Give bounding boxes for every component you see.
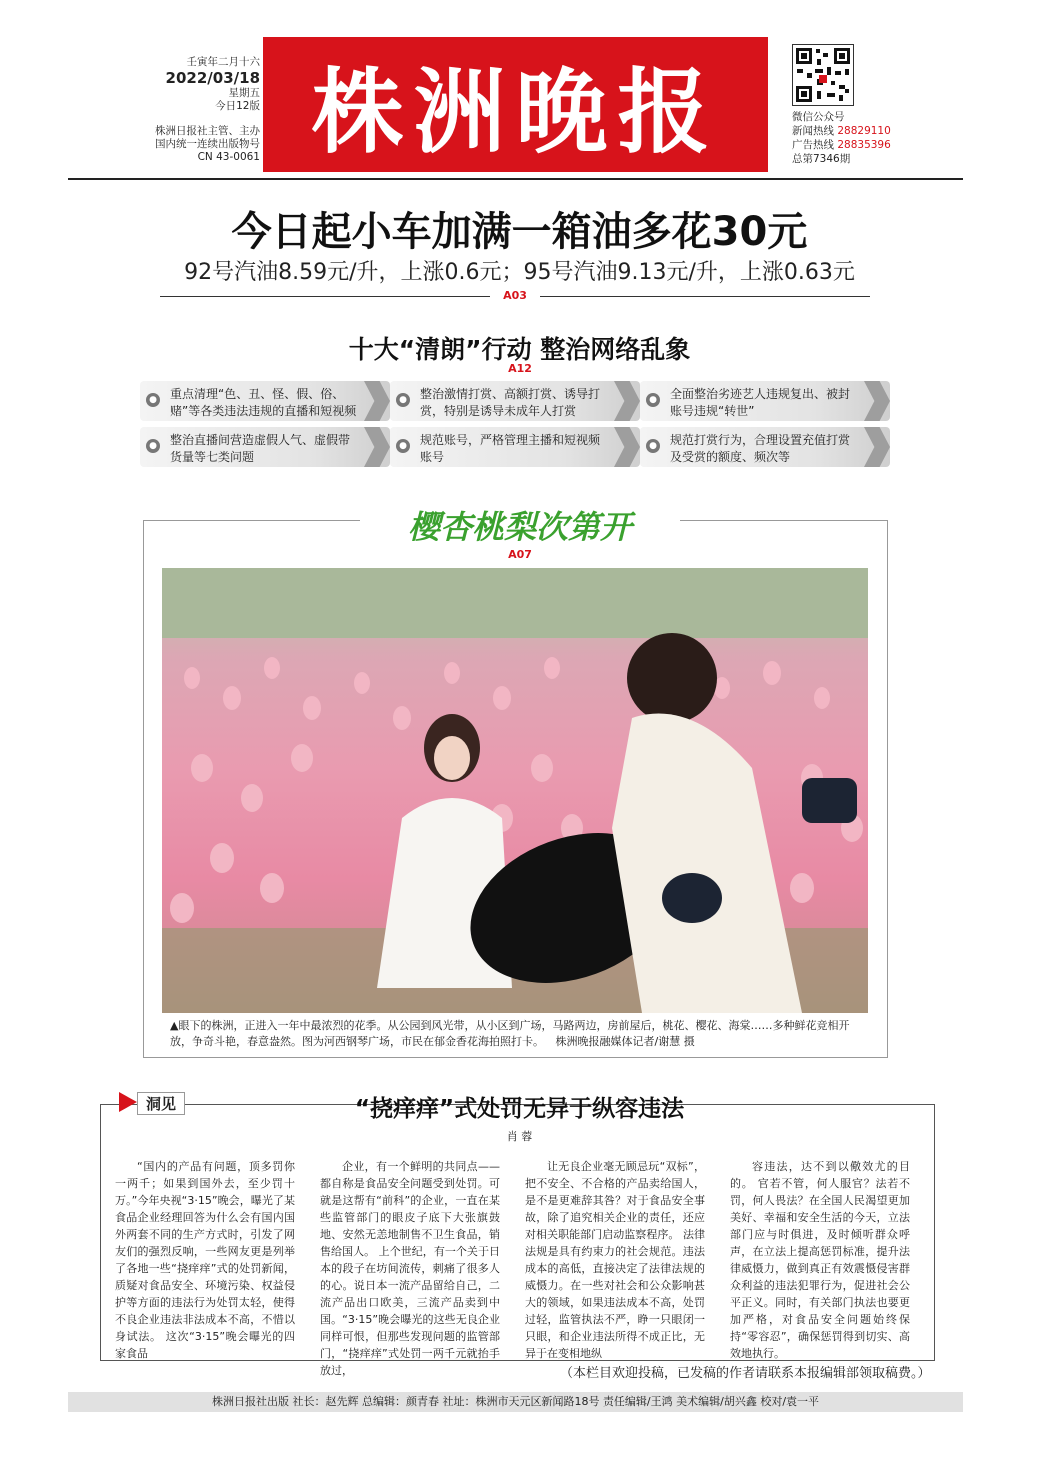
qinglang-item-text: 规范账号，严格管理主播和短视频账号 [420, 433, 601, 464]
lunar-date: 壬寅年二月十六 [186, 56, 260, 68]
editorial-author: 肖 蓉 [506, 1130, 533, 1143]
ad-hotline-number: 28835396 [837, 139, 891, 151]
qinglang-item [390, 427, 640, 467]
qr-code-icon [792, 44, 854, 106]
qinglang-item-text: 重点清理“色、丑、怪、假、俗、赌”等各类违法违规的直播和短视频 [170, 387, 357, 418]
header-right [792, 110, 942, 166]
photo-title[interactable]: 樱杏桃梨次第开 [360, 502, 680, 542]
photo-page-ref[interactable]: A07 [508, 548, 532, 561]
lead-headline[interactable]: 今日起小车加满一箱油多花30元 [231, 209, 808, 255]
chevron-right-icon [614, 381, 640, 421]
chevron-right-icon [364, 381, 390, 421]
footer-bar: 株洲日报社出版 社长：赵先辉 总编辑：颜青春 社址：株洲市天元区新闻路18号 责任编辑/王鸿 美术编辑/胡兴鑫 校对/袁一平 [68, 1392, 963, 1412]
news-hotline [792, 124, 942, 138]
chevron-right-icon [364, 427, 390, 467]
page-count: 今日12版 [215, 100, 260, 112]
cn-code-label: 国内统一连续出版物号 [155, 138, 260, 150]
editorial-text: 让无良企业毫无顾忌玩“双标”，把不安全、不合格的产品卖给国人，是不是更难辞其咎？对于食品安全事故，除了追究相关企业的责任，还应对相关职能部门启动监察程序。 法律法规是具有约束力的社会规范。违法成本的高低，直接决定了法律法规的威慑力。在一些对社会和公众影响甚大的领域，如果违法成本不高，处罚过轻，监管执法不严，睁一只眼闭一只眼，和企业违法所得不成正比，无异于在变相地纵 [525, 1160, 705, 1360]
caption-text: ▲眼下的株洲，正进入一年中最浓烈的花季。从公园到风光带，从小区到广场，马路两边，房前屋后，桃花、樱花、海棠……多种鲜花竞相开放，争奇斗艳，春意盎然。图为河西钢琴广场，市民在郁金香花海拍照打卡。 [170, 1019, 850, 1048]
bullet-icon: ● [396, 393, 410, 407]
bullet-icon: ● [146, 393, 160, 407]
tulip-photo[interactable] [162, 568, 868, 1013]
editorial-text: 企业，有一个鲜明的共同点——都自称是食品安全问题受到处罚。可就是这帮有“前科”的企业，一直在某些监管部门的眼皮子底下大张旗鼓地、安然无恙地制售不卫生食品，销售给国人。 上个世纪，有一个关于日本的段子在坊间流传，刺痛了很多人的心。说日本一流产品留给自己，二流产品出口欧美，三流产品卖到中国。“3·15”晚会曝光的这些无良企业同样可恨，但那些发现问题的监管部门，“挠痒痒”式处罚一两千元就抬手放过， [320, 1160, 500, 1377]
sponsor: 株洲日报社主管、主办 [155, 125, 260, 137]
editorial-text: 容违法，达不到以儆效尤的目的。 官若不管，何人服官？法若不罚，何人畏法？在全国人民渴望更加美好、幸福和安全生活的今天，立法部门应与时俱进，及时倾听群众呼声，在立法上提高惩罚标准，提升法律威慑力，做到真正有效震慑侵害群众利益的违法犯罪行为，促进社会公平正义。同时，有关部门执法也要更加严格，对食品安全问题始终保持“零容忍”，确保惩罚得到切实、高效地执行。 [730, 1160, 910, 1360]
editorial-column-3 [525, 1158, 705, 1362]
issue-date: 2022/03/18 [165, 69, 260, 87]
chevron-right-icon [614, 427, 640, 467]
editorial-column-4 [730, 1158, 910, 1362]
cn-code: CN 43-0061 [197, 151, 260, 163]
weekday: 星期五 [228, 87, 260, 99]
qinglang-title[interactable]: 十大“清朗”行动 整治网络乱象 [348, 335, 691, 364]
bullet-icon: ● [646, 439, 660, 453]
qinglang-item-text: 全面整治劣迹艺人违规复出、被封账号违规“转世” [670, 387, 851, 418]
qinglang-item-text: 整治激情打赏、高额打赏、诱导打赏，特别是诱导未成年人打赏 [420, 387, 601, 418]
column-name: 洞见 [137, 1092, 185, 1115]
qinglang-item [640, 381, 890, 421]
chevron-right-icon [864, 381, 890, 421]
masthead: 株洲晚报 [263, 37, 768, 172]
qinglang-item [140, 381, 390, 421]
editorial-text: “国内的产品有问题，顶多罚你一两千；如果到国外去，至少罚十万。”今年央视“3·15”晚会，曝光了某食品企业经理回答为什么会有国内国外两套不同的生产方式时，引发了网友们的强烈反响，一些网友更是列举了各地一些“挠痒痒”式的处罚新闻，质疑对食品安全、环境污染、权益侵护等方面的违法行为处罚太轻，使得不良企业违法非法成本不高，不惜以身试法。 这次“3·15”晚会曝光的四家食品 [115, 1160, 295, 1360]
qinglang-item-text: 规范打赏行为，合理设置充值打赏及受赏的额度、频次等 [670, 433, 851, 464]
editorial-title[interactable]: “挠痒痒”式处罚无异于纵容违法 [354, 1096, 685, 1122]
lead-subhead: 92号汽油8.59元/升，上涨0.6元；95号汽油9.13元/升，上涨0.63元 [184, 260, 855, 285]
lead-rule-right [540, 296, 870, 297]
wechat-label: 微信公众号 [792, 111, 845, 123]
qinglang-item [640, 427, 890, 467]
header-rule [68, 178, 963, 180]
bullet-icon: ● [646, 393, 660, 407]
bullet-icon: ● [396, 439, 410, 453]
photo-credit: 株洲晚报融媒体记者/谢慧 摄 [555, 1035, 695, 1048]
issue-number: 总第7346期 [792, 153, 851, 165]
qinglang-item [390, 381, 640, 421]
qinglang-item [140, 427, 390, 467]
qinglang-page-ref[interactable]: A12 [508, 362, 532, 375]
qinglang-item-text: 整治直播间营造虚假人气、虚假带货量等七类问题 [170, 433, 351, 464]
editorial-column-1 [115, 1158, 295, 1362]
lead-page-ref[interactable]: A03 [503, 289, 527, 302]
ad-hotline [792, 138, 942, 152]
lead-rule-left [160, 296, 490, 297]
editorial-column-2 [320, 1158, 500, 1379]
ad-hotline-label: 广告热线 [792, 139, 834, 151]
news-hotline-number: 28829110 [837, 125, 891, 137]
photo-caption [170, 1018, 870, 1050]
chevron-right-icon [864, 427, 890, 467]
contribution-note: （本栏目欢迎投稿，已发稿的作者请联系本报编辑部领取稿费。） [560, 1366, 931, 1381]
news-hotline-label: 新闻热线 [792, 125, 834, 137]
bullet-icon: ● [146, 439, 160, 453]
header-left [135, 56, 260, 164]
